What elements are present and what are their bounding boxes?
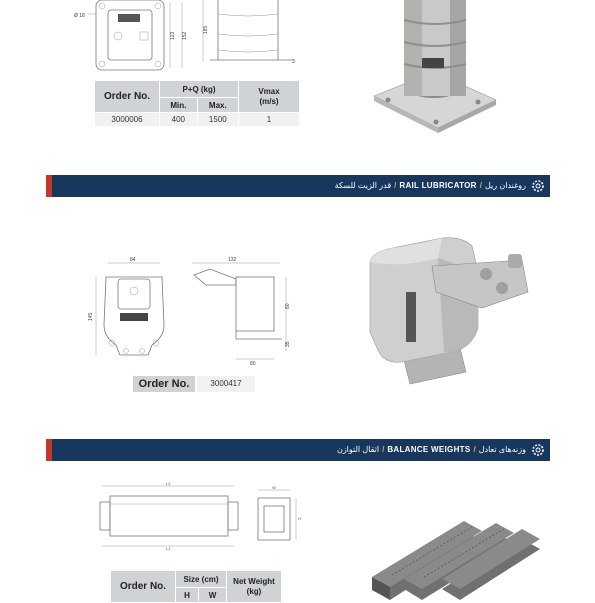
pq-header: P+Q (kg) xyxy=(160,81,238,97)
order-no-header: Order No. xyxy=(111,571,175,602)
max-header: Max. xyxy=(198,98,238,112)
buffer-product-image xyxy=(368,0,500,140)
dim-80-horizontal: 80 xyxy=(250,361,256,367)
size-header: Size (cm) xyxy=(176,571,226,587)
balance-weights-product-image xyxy=(372,505,542,600)
lubricator-technical-drawing xyxy=(90,255,310,380)
order-no-header: Order No. xyxy=(95,81,159,112)
min-header: Min. xyxy=(160,98,197,112)
w-header: W xyxy=(199,588,226,602)
banner-accent xyxy=(46,175,52,197)
banner-title-arabic: قدر الزيت للسكة xyxy=(334,181,392,190)
net-weight-header: Net Weight (kg) xyxy=(227,571,281,602)
banner-title-persian: روغندان ریل xyxy=(485,181,526,190)
dim-diameter: Ø 18 xyxy=(74,13,85,19)
balance-weights-banner xyxy=(46,439,550,461)
order-value: 3000006 xyxy=(95,113,159,126)
banner-accent xyxy=(46,439,52,461)
buffer-technical-drawing xyxy=(74,0,308,80)
lubricator-order-label: Order No. xyxy=(133,376,195,392)
banner-title-english: RAIL LUBRICATOR xyxy=(399,181,477,190)
banner-title: اثقال التوازن / BALANCE WEIGHTS / وزنه‌های تعادل xyxy=(336,445,526,454)
max-value: 1500 xyxy=(198,113,238,126)
dim-152: 152 xyxy=(182,31,188,40)
vmax-header: Vmax (m/s) xyxy=(239,81,299,112)
dim-35: 35 xyxy=(285,341,291,347)
dim-h: H xyxy=(298,516,301,521)
dim-bottom: L1 xyxy=(166,546,171,551)
dim-123: 123 xyxy=(170,31,176,40)
dim-w: W xyxy=(272,485,276,490)
buffer-order-table xyxy=(94,80,300,127)
dim-185: 185 xyxy=(203,25,209,34)
dim-132: 132 xyxy=(228,257,237,263)
h-header: H xyxy=(176,588,198,602)
banner-title-english: BALANCE WEIGHTS xyxy=(387,445,471,454)
dim-145: 145 xyxy=(88,312,94,321)
dim-top: L2 xyxy=(166,481,171,486)
lubricator-product-image xyxy=(362,232,534,392)
plate-outline xyxy=(96,0,164,70)
balance-weights-order-table xyxy=(110,570,282,603)
banner-title-arabic: اثقال التوازن xyxy=(336,445,380,454)
gear-icon xyxy=(530,442,546,458)
dim-84: 84 xyxy=(130,257,136,263)
banner-title-persian: وزنه‌های تعادل xyxy=(478,445,526,454)
lubricator-order-value: 3000417 xyxy=(197,376,255,392)
rail-lubricator-banner xyxy=(46,175,550,197)
vmax-value: 1 xyxy=(239,113,299,126)
banner-title: قدر الزيت للسكة / RAIL LUBRICATOR / روغندان ریل xyxy=(334,181,526,190)
min-value: 400 xyxy=(160,113,197,126)
dim-80-vertical: 80 xyxy=(285,303,291,309)
balance-weight-technical-drawing xyxy=(88,480,308,552)
dim-3: 3 xyxy=(292,59,295,65)
gear-icon xyxy=(530,178,546,194)
